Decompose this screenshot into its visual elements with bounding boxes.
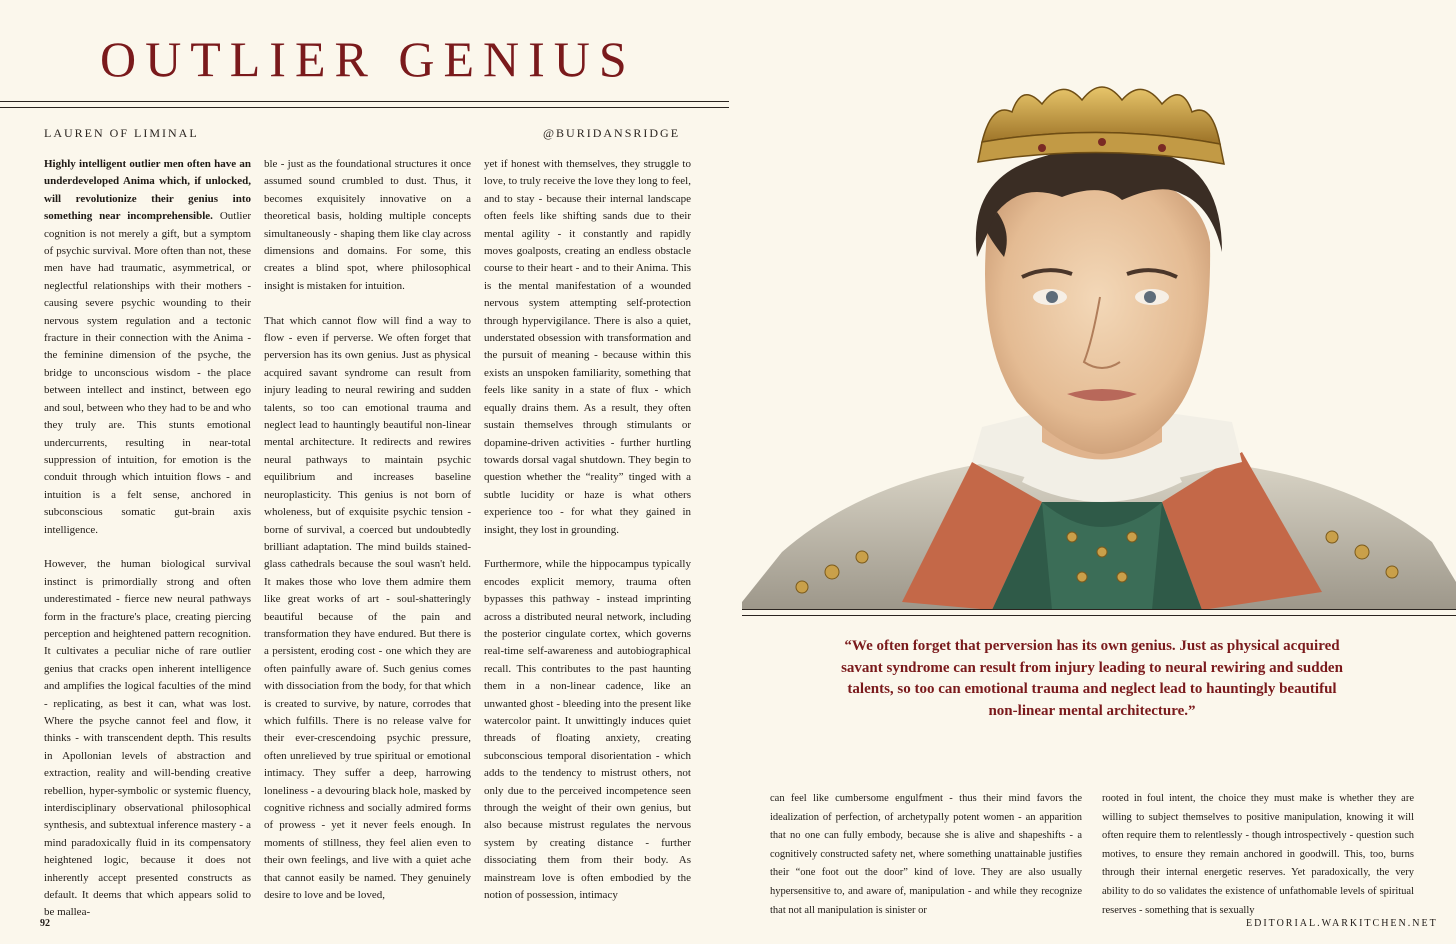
text-column-5 [1102,790,1414,916]
author-handle: @BURIDANSRIDGE [543,126,681,140]
title-rule-top [0,101,729,102]
image-rule-top [742,609,1456,610]
text-column-3 [484,156,691,908]
column-5-paragraph-1: rooted in foul intent, the choice they must make is whether they are willing to subject themselves to positive manipulation, knowing it will often require them to relentlessly - though introspectively - question such motives, to ensure they remain anchored in goodwill. This, too, burns through their internal energetic reserves. Yet paradoxically, the very ability to do so validates the existence of unfathomable levels of spiritual reserves - something that is sexually [1102,793,1414,916]
title-rule-bottom [0,107,729,108]
column-2-paragraph-1: ble - just as the foundational structures it once assumed sound crumbled to dust. Thus, it becomes exquisitely innovative on a theoretical basis, holding multiple concepts simultaneously - shaping them like clay across dimensions and domains. For some, this creates a blind spot, where philosophical insight is mistaken for intuition. [264,158,471,292]
text-column-4 [770,790,1082,916]
column-3-paragraph-1: yet if honest with themselves, they struggle to love, to truly receive the love they long to feel, and to stay - because their internal landscape often feels like shifting sands due to their mental agility - it constantly and rapidly moves goalposts, creating an endless obstacle course to their heart - and to their Anima. This is the mental manifestation of a wounded nervous system attempting self-protection through hypervigilance. There is also a quiet, understated obsession with transformation and the pursuit of meaning - because within this exists an unspoken familiarity, something that feels like sanity in a state of flux - which equally drains them. As a result, they often sustain themselves through stimulants or dopamine-driven activities - further hurtling towards dorsal vagal shutdown. They begin to question whether the “reality” tinged with a subtle lucidity or haze is what others experience too - for what they gained in insight, they lost in grounding. [484,158,691,536]
site-url: EDITORIAL.WARKITCHEN.NET [1246,918,1438,929]
article-title: OUTLIER GENIUS [100,31,636,87]
text-column-1 [44,156,251,919]
pull-quote: “We often forget that perversion has its own genius. Just as physical acquired savant syndrome can result from injury leading to neural rewiring and sudden talents, so too can emotional trauma and neglect lead to hauntingly beautiful non-linear mental architecture.” [841,638,1343,719]
column-1-paragraph-1: Outlier cognition is not merely a gift, but a symptom of psychic survival. More often than not, these men have had traumatic, asymmetrical, or neglectful relationships with their mothers - causing severe psychic wounding to their nervous system regulation and a tectonic fracture in their connection with the Anima - the feminine dimension of the psyche, the bridge to unconscious wisdom - the place between intellect and instinct, between ego and soul, between who they had to be and who they truly are. This stunts emotional undercurrents, resulting in near-total suppression of intuition, for emotion is the conduit through which intuition flows - and intuition is a felt sense, anchored in subconscious somatic gut-brain axis intelligence. [44,210,251,536]
portrait-illustration [742,82,1456,610]
lead-text: Highly intelligent outlier men often have an underdeveloped Anima which, if unlocked, will revolutionize their genius into something near incomprehensible. [44,158,251,223]
column-4-paragraph-1: can feel like cumbersome engulfment - thus their mind favors the idealization of perfection, of archetypally potent women - an apparition that no one can fully embody, because she is alive and shapeshifts - a cognitively constructed safety net, where something unattainable justifies their “one foot out the door” kind of love. They are also usually hypersensitive to, and aware of, manipulation - and while they recognize that not all manipulation is sinister or [770,793,1082,916]
text-column-2 [264,156,471,908]
column-1-paragraph-2: However, the human biological survival instinct is primordially strong and often underestimated - fierce new neural pathways form in the fracture's place, creating piercing perception and heightened pattern recognition. It cultivates a peculiar niche of rare outlier genius that cracks open inherent intelligence and amplifies the logical faculties of the mind - replicating, as best it can, what was lost. Where the psyche cannot feel and flow, it thinks - with transcendent depth. This results in Apollonian levels of abstraction and extraction, reality and will-bending creative rebellion, hyper-symbolic or systemic fluency, interdisciplinary observational philosophical synthesis, and subtextual inference mastery - a mind paradoxically fluid in its compensatory heightened logic, because it does not inherently accept presented constructs as default. It deems that which appears solid to be mallea- [44,558,251,919]
column-3-paragraph-2: Furthermore, while the hippocampus typically encodes explicit memory, trauma often bypasses this pathway - instead imprinting across a distributed neural network, including the posterior cingulate cortex, which governs real-time self-awareness and autobiographical recall. This contributes to the past haunting them in a non-linear cadence, like an unwanted ghost - bleeding into the present like watercolor paint. It unwittingly induces quiet threads of floating anxiety, creating subconscious temporal disorientation - which adds to the tendency to mistrust others, not only due to the perceived incompetence seen through the weight of their own genius, but also because mistrust regulates the nervous system by creating distance - further dissociating them from their body. As mainstream love is often embodied by the notion of possession, intimacy [484,558,691,902]
lead-paragraph [44,156,251,539]
image-rule-bottom [742,615,1456,616]
column-2-paragraph-2: That which cannot flow will find a way to flow - even if perverse. We often forget that perversion has its own genius. Just as physical acquired savant syndrome can result from injury leading to neural rewiring and sudden talents, so too can emotional trauma and neglect lead to hauntingly beautiful non-linear mental architecture. It redirects and rewires neural pathways to maintain psychic equilibrium and increases baseline neuroplasticity. This genius is not born of wholeness, but of exquisite psychic tension - borne of survival, a coerced but undoubtedly brilliant adaptation. The mind builds stained-glass cathedrals because the soul wasn't held. It makes those who love them admire them like great works of art - soul-shatteringly beautiful because of the pain and transformation they have endured. But there is a persistent, eroding cost - one which they are often painfully aware of. Such genius comes with dissociation from the body, for that which is created to survive, by nature, corrodes that which fulfills. There is no release valve for their ever-crescendoing psychic pressure, often unrelieved by true spiritual or emotional intimacy. They suffer a deep, harrowing loneliness - a devouring black hole, masked by cognitive richness and socially admired forms of prowess - yet it never feels enough. In moments of stillness, they feel alien even to their own feelings, and live with a quiet ache that cannot easily be named. They genuinely desire to love and be loved, [264,314,471,902]
page-number: 92 [40,918,50,929]
author-byline: LAUREN OF LIMINAL [44,126,199,140]
